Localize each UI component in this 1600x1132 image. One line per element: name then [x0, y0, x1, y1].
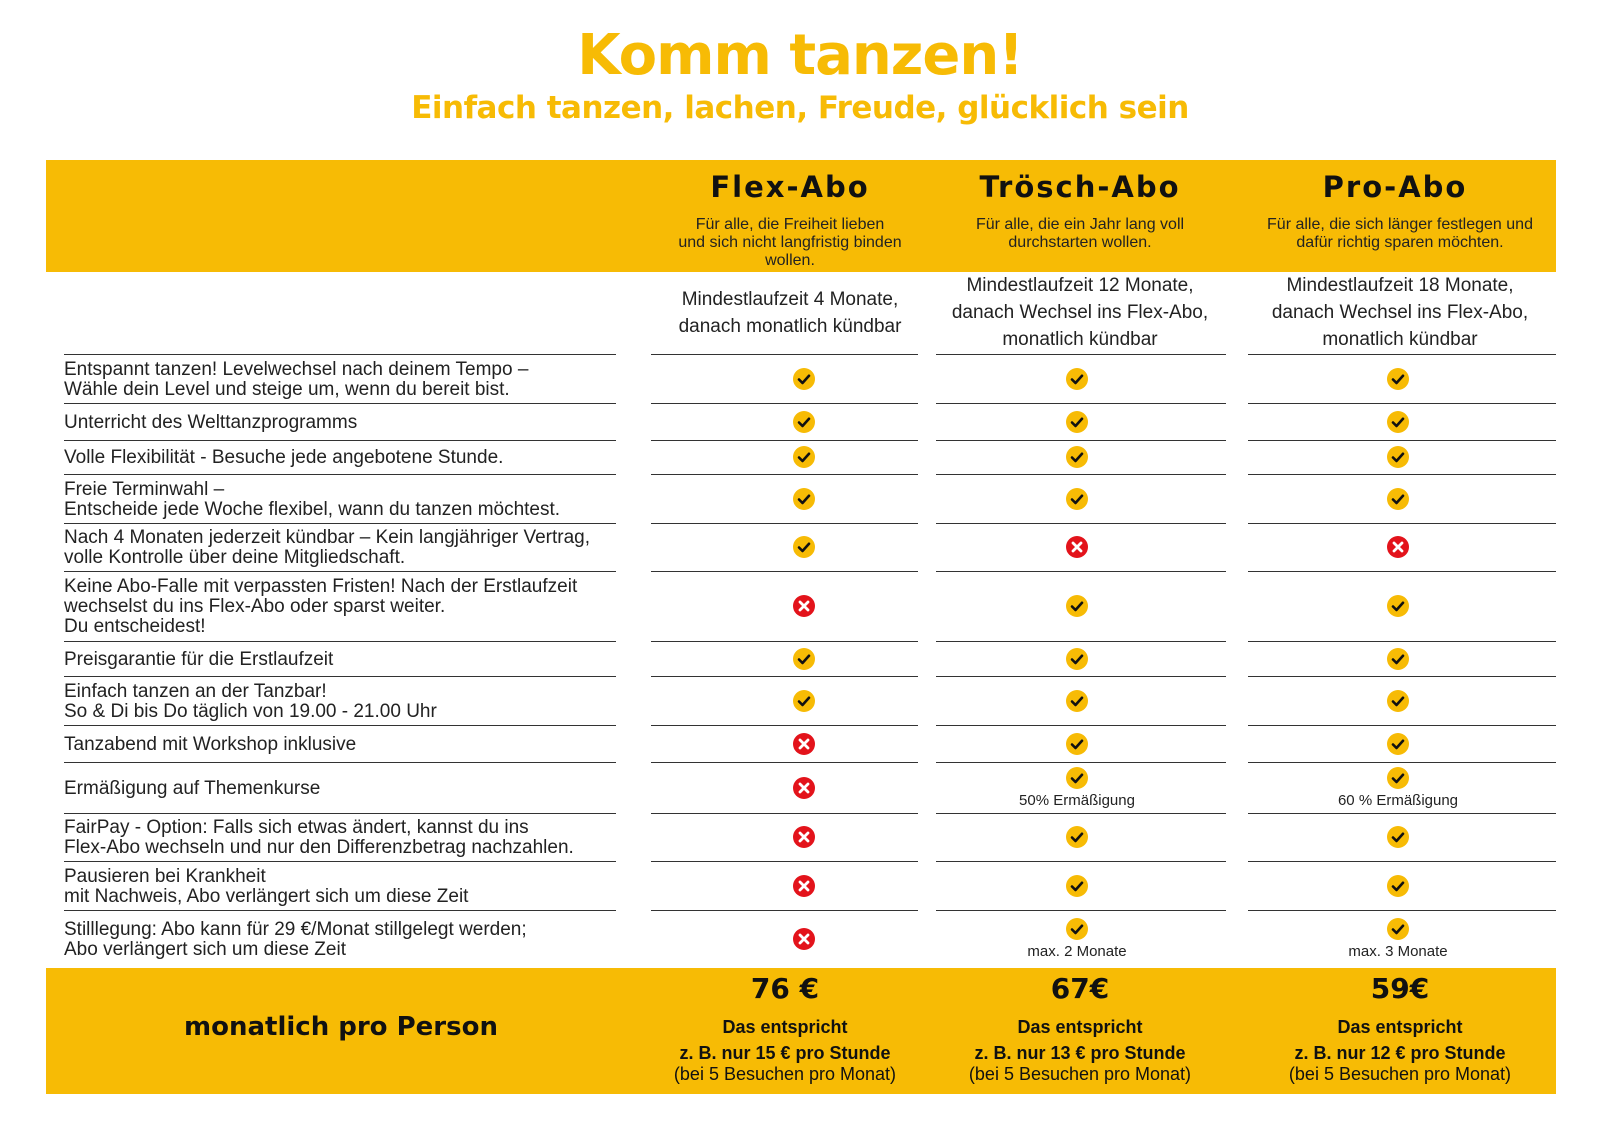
check-icon: [793, 536, 815, 558]
feature-label: Keine Abo-Falle mit verpassten Fristen! Nach der Erstlaufzeit wechselst du ins Flex-Abo oder sparst weiter. Du entscheidest!: [64, 576, 578, 637]
row-divider: [651, 354, 918, 355]
plan-description-pro: Für alle, die sich länger festlegen und dafür richtig sparen möchten.: [1267, 216, 1533, 251]
row-divider: [1248, 571, 1556, 572]
row-divider: [1248, 813, 1556, 814]
equivalent-line2: z. B. nur 13 € pro Stunde: [974, 1043, 1186, 1063]
row-divider: [651, 403, 918, 404]
price-equivalent-flex: [640, 1014, 930, 1066]
cross-icon: [793, 826, 815, 848]
footer-label: monatlich pro Person: [184, 1012, 498, 1042]
price-flex: 76 €: [750, 972, 820, 1005]
plan-description-flex: Für alle, die Freiheit lieben und sich nicht langfristig binden wollen.: [678, 216, 902, 269]
row-divider: [64, 440, 616, 441]
row-divider: [651, 571, 918, 572]
plan-term-troesch: Mindestlaufzeit 12 Monate, danach Wechsel ins Flex-Abo, monatlich kündbar: [951, 275, 1209, 350]
row-divider: [64, 813, 616, 814]
equivalent-line2: z. B. nur 12 € pro Stunde: [1294, 1043, 1506, 1063]
check-icon: [1066, 411, 1088, 433]
page-title: Komm tanzen!: [577, 23, 1023, 88]
row-divider: [651, 641, 918, 642]
check-icon: [1387, 826, 1409, 848]
feature-label: Tanzabend mit Workshop inklusive: [64, 733, 357, 755]
row-divider: [651, 910, 918, 911]
feature-label: Stilllegung: Abo kann für 29 €/Monat stillgelegt werden; Abo verlängert sich um diese Zeit: [64, 919, 527, 960]
row-divider: [936, 571, 1226, 572]
feature-note-troesch: 50% Ermäßigung: [1019, 791, 1135, 809]
price-pro: 59€: [1370, 972, 1430, 1005]
cross-icon: [793, 777, 815, 799]
plan-term-pro: Mindestlaufzeit 18 Monate, danach Wechsel ins Flex-Abo, monatlich kündbar: [1271, 275, 1529, 350]
row-divider: [936, 354, 1226, 355]
check-icon: [1387, 690, 1409, 712]
visits-note-flex: (bei 5 Besuchen pro Monat): [673, 1064, 897, 1084]
equivalent-line1: Das entspricht: [722, 1017, 848, 1037]
check-icon: [793, 368, 815, 390]
row-divider: [936, 403, 1226, 404]
row-divider: [1248, 725, 1556, 726]
equivalent-line2: z. B. nur 15 € pro Stunde: [679, 1043, 891, 1063]
row-divider: [936, 641, 1226, 642]
row-divider: [651, 762, 918, 763]
plan-name-pro: Pro-Abo: [1322, 170, 1468, 204]
row-divider: [1248, 440, 1556, 441]
row-divider: [1248, 762, 1556, 763]
visits-note-troesch: (bei 5 Besuchen pro Monat): [968, 1064, 1192, 1084]
feature-label: FairPay - Option: Falls sich etwas ändert, kannst du ins Flex-Abo wechseln und nur den Differenzbetrag nachzahlen.: [64, 817, 574, 858]
feature-note-troesch: max. 2 Monate: [1027, 943, 1127, 960]
cross-icon: [793, 733, 815, 755]
row-divider: [651, 813, 918, 814]
cross-icon: [1066, 536, 1088, 558]
equivalent-line1: Das entspricht: [1017, 1017, 1143, 1037]
row-divider: [651, 676, 918, 677]
feature-note-pro: 60 % Ermäßigung: [1337, 791, 1459, 809]
row-divider: [1248, 641, 1556, 642]
check-icon: [1066, 875, 1088, 897]
row-divider: [1248, 676, 1556, 677]
row-divider: [936, 725, 1226, 726]
cross-icon: [793, 595, 815, 617]
check-icon: [1066, 648, 1088, 670]
row-divider: [936, 813, 1226, 814]
row-divider: [64, 571, 616, 572]
check-icon: [793, 446, 815, 468]
feature-label: Nach 4 Monaten jederzeit kündbar – Kein langjähriger Vertrag, volle Kontrolle über deine Mitgliedschaft.: [64, 527, 590, 568]
check-icon: [1066, 595, 1088, 617]
row-divider: [936, 440, 1226, 441]
price-equivalent-troesch: [935, 1014, 1225, 1066]
feature-label: Preisgarantie für die Erstlaufzeit: [64, 648, 334, 670]
row-divider: [64, 676, 616, 677]
check-icon: [793, 488, 815, 510]
feature-label: Freie Terminwahl – Entscheide jede Woche flexibel, wann du tanzen möchtest.: [64, 478, 561, 520]
price-troesch: 67€: [1050, 972, 1110, 1005]
visits-note-pro: (bei 5 Besuchen pro Monat): [1288, 1064, 1512, 1084]
check-icon: [1387, 411, 1409, 433]
row-divider: [64, 861, 616, 862]
row-divider: [64, 403, 616, 404]
feature-note-pro: max. 3 Monate: [1348, 943, 1448, 960]
row-divider: [1248, 474, 1556, 475]
check-icon: [1066, 918, 1088, 940]
row-divider: [64, 641, 616, 642]
cross-icon: [793, 875, 815, 897]
plan-description-troesch: Für alle, die ein Jahr lang voll durchstarten wollen.: [975, 216, 1185, 251]
row-divider: [1248, 403, 1556, 404]
page-subtitle: Einfach tanzen, lachen, Freude, glücklich sein: [411, 90, 1189, 126]
cross-icon: [793, 928, 815, 950]
row-divider: [936, 910, 1226, 911]
plan-term-flex: Mindestlaufzeit 4 Monate, danach monatlich kündbar: [678, 289, 902, 337]
cross-icon: [1387, 536, 1409, 558]
feature-label: Pausieren bei Krankheit mit Nachweis, Abo verlängert sich um diese Zeit: [64, 865, 469, 907]
check-icon: [1066, 368, 1088, 390]
check-icon: [793, 411, 815, 433]
row-divider: [651, 474, 918, 475]
feature-label: Volle Flexibilität - Besuche jede angebotene Stunde.: [64, 447, 504, 468]
row-divider: [936, 861, 1226, 862]
check-icon: [1387, 446, 1409, 468]
check-icon: [1066, 767, 1088, 789]
plan-name-troesch: Trösch-Abo: [979, 170, 1181, 204]
row-divider: [1248, 523, 1556, 524]
row-divider: [64, 474, 616, 475]
row-divider: [936, 676, 1226, 677]
feature-label: Ermäßigung auf Themenkurse: [64, 777, 321, 799]
row-divider: [64, 523, 616, 524]
row-divider: [651, 861, 918, 862]
check-icon: [1387, 875, 1409, 897]
check-icon: [1387, 368, 1409, 390]
row-divider: [936, 474, 1226, 475]
row-divider: [64, 354, 616, 355]
row-divider: [64, 910, 616, 911]
row-divider: [651, 725, 918, 726]
row-divider: [1248, 910, 1556, 911]
row-divider: [651, 440, 918, 441]
row-divider: [651, 523, 918, 524]
check-icon: [1066, 690, 1088, 712]
check-icon: [1066, 488, 1088, 510]
check-icon: [1387, 918, 1409, 940]
check-icon: [793, 690, 815, 712]
check-icon: [1387, 767, 1409, 789]
check-icon: [1387, 733, 1409, 755]
row-divider: [936, 762, 1226, 763]
check-icon: [1387, 648, 1409, 670]
check-icon: [1387, 595, 1409, 617]
row-divider: [64, 762, 616, 763]
check-icon: [1387, 488, 1409, 510]
plan-name-flex: Flex-Abo: [710, 170, 870, 204]
feature-label: Einfach tanzen an der Tanzbar! So & Di bis Do täglich von 19.00 - 21.00 Uhr: [64, 680, 437, 722]
feature-label: Entspannt tanzen! Levelwechsel nach deinem Tempo – Wähle dein Level und steige um, wenn du bereit bist.: [64, 359, 529, 400]
row-divider: [64, 725, 616, 726]
feature-label: Unterricht des Welttanzprogramms: [64, 411, 358, 433]
row-divider: [936, 523, 1226, 524]
row-divider: [1248, 354, 1556, 355]
equivalent-line1: Das entspricht: [1337, 1017, 1463, 1037]
check-icon: [1066, 826, 1088, 848]
check-icon: [793, 648, 815, 670]
price-equivalent-pro: [1255, 1014, 1545, 1066]
row-divider: [1248, 861, 1556, 862]
check-icon: [1066, 446, 1088, 468]
check-icon: [1066, 733, 1088, 755]
